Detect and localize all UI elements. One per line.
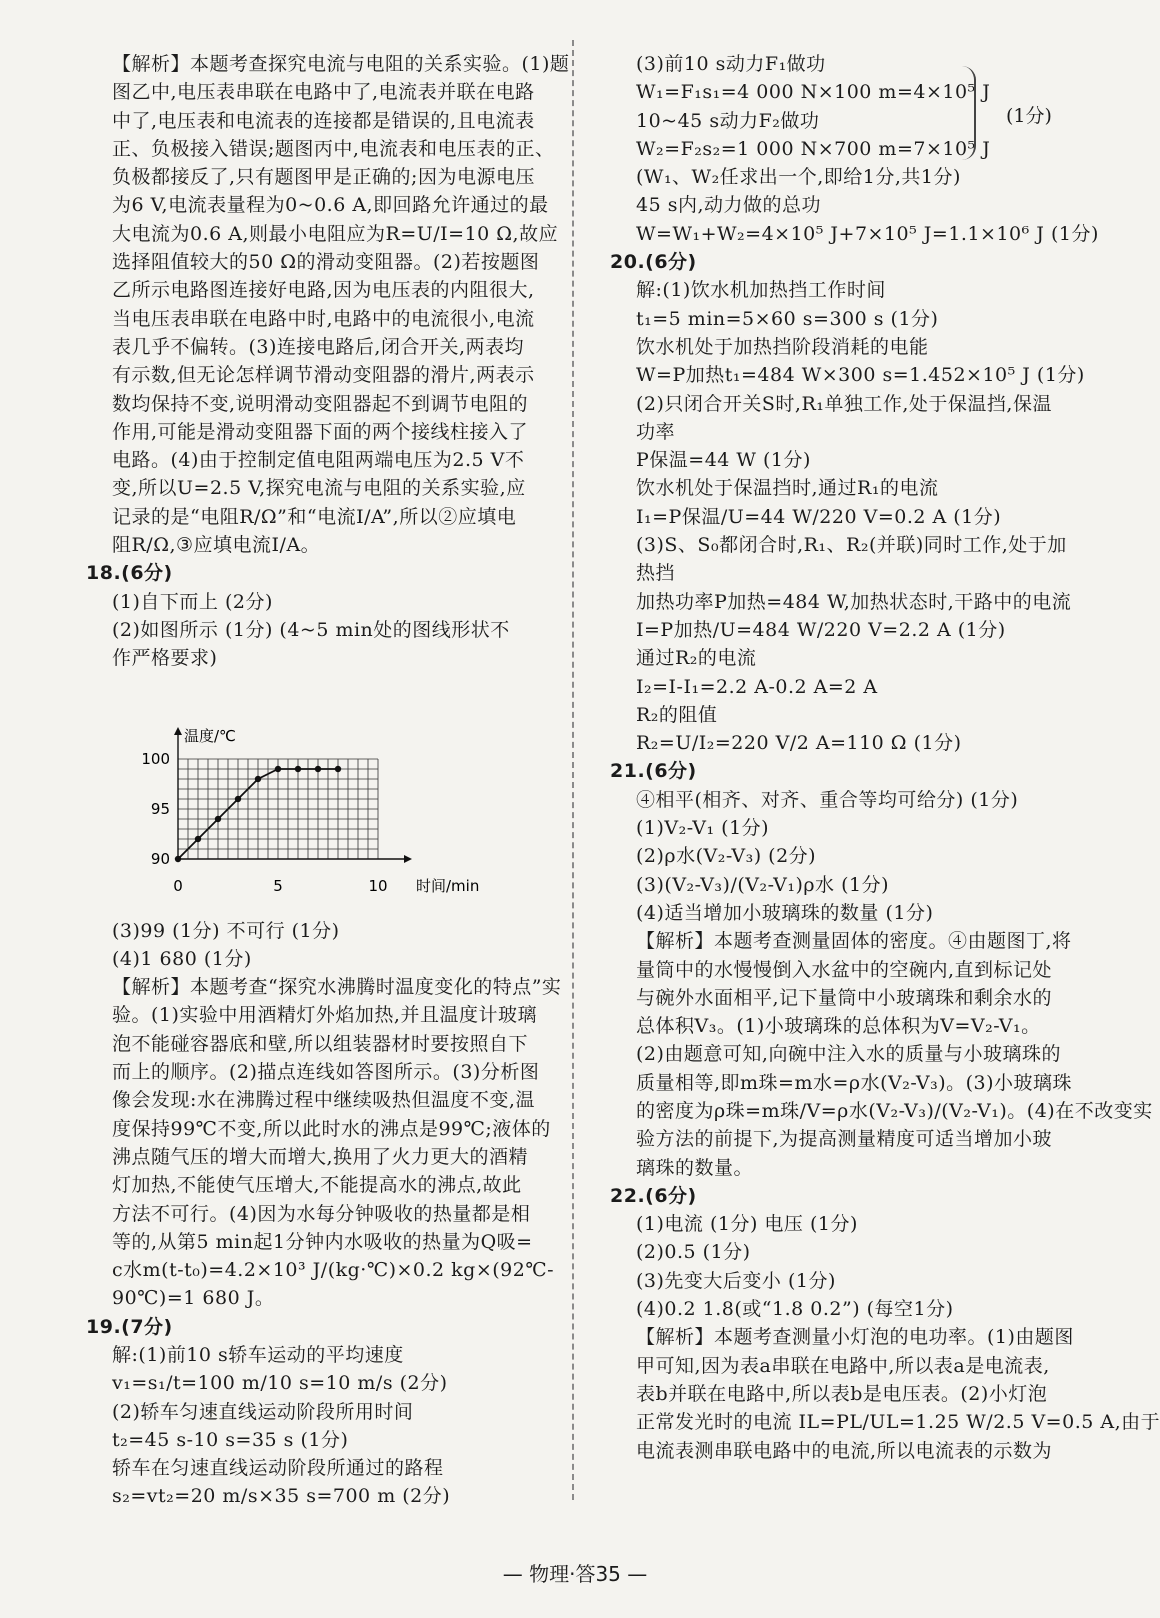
q21-answer-line: 的密度为ρ珠=m珠/V=ρ水(V₂-V₃)/(V₂-V₁)。(4)在不改变实 xyxy=(636,1099,1153,1122)
q21-answer-line: 量筒中的水慢慢倒入水盆中的空碗内,直到标记处 xyxy=(636,958,1053,981)
q18-answer-line: 而上的顺序。(2)描点连线如答图所示。(3)分析图 xyxy=(112,1061,540,1084)
q22-answer-line: 甲可知,因为表a串联在电路中,所以表a是电流表, xyxy=(636,1354,1050,1377)
y-tick-label: 90 xyxy=(150,849,170,868)
y-tick-label: 100 xyxy=(141,749,170,768)
q19-answer-line: (3)前10 s动力F₁做功 xyxy=(636,53,826,75)
data-point xyxy=(275,765,281,771)
q18-answers-pre xyxy=(104,588,554,673)
q21-answer-line: (3)(V₂-V₃)/(V₂-V₁)ρ水 (1分) xyxy=(636,873,890,896)
q21-answer-line: 总体积V₃。(1)小玻璃珠的总体积为V=V₂-V₁。 xyxy=(636,1015,1041,1038)
q18-answer-line: (1)自下而上 (2分) xyxy=(112,590,273,613)
q20-answer-line: R₂=U/I₂=220 V/2 A=110 Ω (1分) xyxy=(636,732,962,755)
q17-analysis-line: 变,所以U=2.5 V,探究电流与电阻的关系实验,应 xyxy=(112,477,526,500)
page-footer: — 物理·答35 — xyxy=(502,1562,648,1586)
q19-answer-line: t₂=45 s-10 s=35 s (1分) xyxy=(112,1428,349,1451)
temperature-time-graph xyxy=(104,679,480,909)
q18-answer-line: 沸点随气压的增大而增大,换用了火力更大的酒精 xyxy=(112,1145,529,1168)
left-column xyxy=(86,50,570,1511)
q22-answer-line: (2)0.5 (1分) xyxy=(636,1241,751,1264)
q18-answer-line: 方法不可行。(4)因为水每分钟吸收的热量都是相 xyxy=(112,1202,531,1225)
q20-answer-line: 热挡 xyxy=(636,562,676,585)
q18-number: 18.(6分) xyxy=(86,562,173,585)
q18-answers-post xyxy=(104,917,562,1313)
q20-answer-line: (2)只闭合开关S时,R₁单独工作,处于保温挡,保温 xyxy=(636,392,1052,415)
q18-answer-line: 90℃)=1 680 J。 xyxy=(112,1287,275,1310)
q20-answer-line: 饮水机处于加热挡阶段消耗的电能 xyxy=(636,335,929,358)
q22-answer-line: (4)0.2 1.8(或“1.8 0.2”) (每空1分) xyxy=(636,1298,954,1321)
q22-answer-line: 【解析】本题考查测量小灯泡的电功率。(1)由题图 xyxy=(636,1326,1074,1349)
q18-answer-line: 灯加热,不能使气压增大,不能提高水的沸点,故此 xyxy=(112,1174,522,1197)
q19-answer-line: s₂=vt₂=20 m/s×35 s=700 m (2分) xyxy=(112,1485,451,1508)
q17-analysis xyxy=(104,50,570,559)
q19-answer-line: (2)轿车匀速直线运动阶段所用时间 xyxy=(112,1400,414,1423)
q19-answer-line: 解:(1)前10 s轿车运动的平均速度 xyxy=(112,1343,404,1366)
q19-answer-line: 轿车在匀速直线运动阶段所通过的路程 xyxy=(112,1457,444,1480)
q18-answer-line: (3)99 (1分) 不可行 (1分) xyxy=(112,919,340,942)
q20-answer-line: I₂=I-I₁=2.2 A-0.2 A=2 A xyxy=(636,675,878,698)
q17-analysis-line: 为6 V,电流表量程为0~0.6 A,即回路允许通过的最 xyxy=(112,194,549,217)
q22-answer-line: 正常发光时的电流 IL=PL/UL=1.25 W/2.5 V=0.5 A,由于 xyxy=(636,1411,1160,1434)
q17-analysis-line: 电路。(4)由于控制定值电阻两端电压为2.5 V不 xyxy=(112,449,525,472)
score-brace xyxy=(960,66,976,160)
y-axis-arrow xyxy=(174,727,182,735)
q19-answer-line: W₂=F₂s₂=1 000 N×700 m=7×10⁵ J xyxy=(636,137,991,160)
q21-answer-line: 验方法的前提下,为提高测量精度可适当增加小玻 xyxy=(636,1128,1053,1151)
x-tick-label: 5 xyxy=(273,876,283,895)
data-point xyxy=(335,765,341,771)
q18-answer-line: (4)1 680 (1分) xyxy=(112,947,252,970)
q20-number: 20.(6分) xyxy=(610,251,697,274)
q17-analysis-line: 作用,可能是滑动变阻器下面的两个接线柱接入了 xyxy=(112,420,529,443)
q17-analysis-line: 选择阻值较大的50 Ω的滑动变阻器。(2)若按题图 xyxy=(112,251,540,274)
q20-answer-line: t₁=5 min=5×60 s=300 s (1分) xyxy=(636,307,939,330)
q20-answer-line: I₁=P保温/U=44 W/220 V=0.2 A (1分) xyxy=(636,505,1002,528)
q17-analysis-line: 阻R/Ω,③应填电流I/A。 xyxy=(112,534,321,557)
q21-answer-line: (2)由题意可知,向碗中注入水的质量与小玻璃珠的 xyxy=(636,1043,1061,1066)
q18-answer-line: 作严格要求) xyxy=(112,647,218,670)
q22-answer-line: 电流表测串联电路中的电流,所以电流表的示数为 xyxy=(636,1439,1053,1462)
data-point xyxy=(235,795,241,801)
q20-answer-line: W=P加热t₁=484 W×300 s=1.452×10⁵ J (1分) xyxy=(636,364,1085,387)
q18-answer-line: 像会发现:水在沸腾过程中继续吸热但温度不变,温 xyxy=(112,1089,535,1112)
q17-analysis-line: 乙所示电路图连接好电路,因为电压表的内阻很大, xyxy=(112,279,535,302)
q18-answer-line: 泡不能碰容器底和壁,所以组装器材时要按照自下 xyxy=(112,1032,529,1055)
x-axis-label: 时间/min xyxy=(416,876,480,895)
q19-answers xyxy=(104,1341,554,1511)
q17-analysis-line: 负极都接反了,只有题图甲是正确的;因为电源电压 xyxy=(112,166,535,189)
column-divider xyxy=(572,40,574,1500)
q20-answer-line: I=P加热/U=484 W/220 V=2.2 A (1分) xyxy=(636,618,1006,641)
q17-analysis-line: 大电流为0.6 A,则最小电阻应为R=U/I=10 Ω,故应 xyxy=(112,222,559,245)
q17-analysis-line: 表几乎不偏转。(3)连接电路后,闭合开关,两表均 xyxy=(112,335,524,358)
data-point xyxy=(195,835,201,841)
q17-analysis-line: 【解析】本题考查探究电流与电阻的关系实验。(1)题 xyxy=(112,53,570,75)
x-tick-label: 0 xyxy=(173,876,183,895)
data-point xyxy=(255,775,261,781)
q22-answer-line: (3)先变大后变小 (1分) xyxy=(636,1269,836,1292)
q17-analysis-line: 有示数,但无论怎样调节滑动变阻器的滑片,两表示 xyxy=(112,364,535,387)
q17-analysis-line: 图乙中,电压表串联在电路中了,电流表并联在电路 xyxy=(112,81,535,104)
q22-number: 22.(6分) xyxy=(610,1184,697,1207)
q20-answer-line: 饮水机处于保温挡时,通过R₁的电流 xyxy=(636,477,939,500)
x-tick-label: 10 xyxy=(368,876,388,895)
q18-answer-line: (2)如图所示 (1分) (4~5 min处的图线形状不 xyxy=(112,618,510,641)
q20-answer-line: P保温=44 W (1分) xyxy=(636,449,811,472)
q22-answers xyxy=(628,1210,1160,1465)
q20-answer-line: 解:(1)饮水机加热挡工作时间 xyxy=(636,279,886,302)
q18-answer-line: 验。(1)实验中用酒精灯外焰加热,并且温度计玻璃 xyxy=(112,1004,537,1027)
x-axis-arrow xyxy=(404,855,412,863)
q19-answer-line: 10~45 s动力F₂做功 xyxy=(636,109,820,132)
q21-answer-line: 【解析】本题考查测量固体的密度。④由题图丁,将 xyxy=(636,930,1072,953)
q21-answer-line: (4)适当增加小玻璃珠的数量 (1分) xyxy=(636,901,934,924)
q19-number: 19.(7分) xyxy=(86,1315,173,1338)
q21-answers xyxy=(628,786,1153,1182)
q17-analysis-line: 数均保持不变,说明滑动变阻器起不到调节电阻的 xyxy=(112,392,529,415)
q17-analysis-line: 中了,电压表和电流表的连接都是错误的,且电流表 xyxy=(112,109,535,132)
data-point xyxy=(295,765,301,771)
q19-continued xyxy=(628,50,1099,248)
brace-score: (1分) xyxy=(1006,105,1052,127)
q19-answer-line: v₁=s₁/t=100 m/10 s=10 m/s (2分) xyxy=(112,1372,448,1395)
q17-analysis-line: 记录的是“电阻R/Ω”和“电流I/A”,所以②应填电 xyxy=(112,505,517,528)
y-axis-label: 温度/℃ xyxy=(184,726,236,745)
q21-answer-line: 璃珠的数量。 xyxy=(636,1156,754,1179)
right-column xyxy=(610,50,1160,1465)
q21-answer-line: (1)V₂-V₁ (1分) xyxy=(636,817,770,840)
data-point xyxy=(215,815,221,821)
temperature-chart xyxy=(104,679,554,913)
q20-answer-line: 加热功率P加热=484 W,加热状态时,干路中的电流 xyxy=(636,590,1072,613)
data-point xyxy=(315,765,321,771)
q21-answer-line: ④相平(相齐、对齐、重合等均可给分) (1分) xyxy=(636,788,1019,811)
q19-answer-line: 45 s内,动力做的总功 xyxy=(636,194,822,217)
q21-answer-line: 质量相等,即m珠=m水=ρ水(V₂-V₃)。(3)小玻璃珠 xyxy=(636,1071,1073,1094)
q18-answer-line: 度保持99℃不变,所以此时水的沸点是99℃;液体的 xyxy=(112,1117,551,1140)
q22-answer-line: (1)电流 (1分) 电压 (1分) xyxy=(636,1213,858,1236)
q19-answer-line: W=W₁+W₂=4×10⁵ J+7×10⁵ J=1.1×10⁶ J (1分) xyxy=(636,222,1099,245)
q18-answer-line: c水m(t-t₀)=4.2×10³ J/(kg·℃)×0.2 kg×(92℃- xyxy=(112,1259,555,1282)
q20-answer-line: R₂的阻值 xyxy=(636,703,718,726)
q21-number: 21.(6分) xyxy=(610,760,697,783)
q17-analysis-line: 正、负极接入错误;题图丙中,电流表和电压表的正、 xyxy=(112,137,555,160)
q20-answer-line: 功率 xyxy=(636,420,676,443)
q19-answer-line: W₁=F₁s₁=4 000 N×100 m=4×10⁵ J xyxy=(636,81,991,104)
data-point xyxy=(175,855,181,861)
q18-answer-line: 【解析】本题考查“探究水沸腾时温度变化的特点”实 xyxy=(112,976,562,999)
q21-answer-line: 与碗外水面相平,记下量筒中小玻璃珠和剩余水的 xyxy=(636,986,1053,1009)
q22-answer-line: 表b并联在电路中,所以表b是电压表。(2)小灯泡 xyxy=(636,1382,1048,1405)
q18-answer-line: 等的,从第5 min起1分钟内水吸收的热量为Q吸= xyxy=(112,1230,533,1253)
y-tick-label: 95 xyxy=(150,799,170,818)
q19-answer-line: (W₁、W₂任求出一个,即给1分,共1分) xyxy=(636,166,961,189)
q21-answer-line: (2)ρ水(V₂-V₃) (2分) xyxy=(636,845,817,868)
q20-answer-line: (3)S、S₀都闭合时,R₁、R₂(并联)同时工作,处于加 xyxy=(636,534,1067,557)
q20-answers xyxy=(628,276,1085,757)
q17-analysis-line: 当电压表串联在电路中时,电路中的电流很小,电流 xyxy=(112,307,535,330)
q20-answer-line: 通过R₂的电流 xyxy=(636,647,757,670)
